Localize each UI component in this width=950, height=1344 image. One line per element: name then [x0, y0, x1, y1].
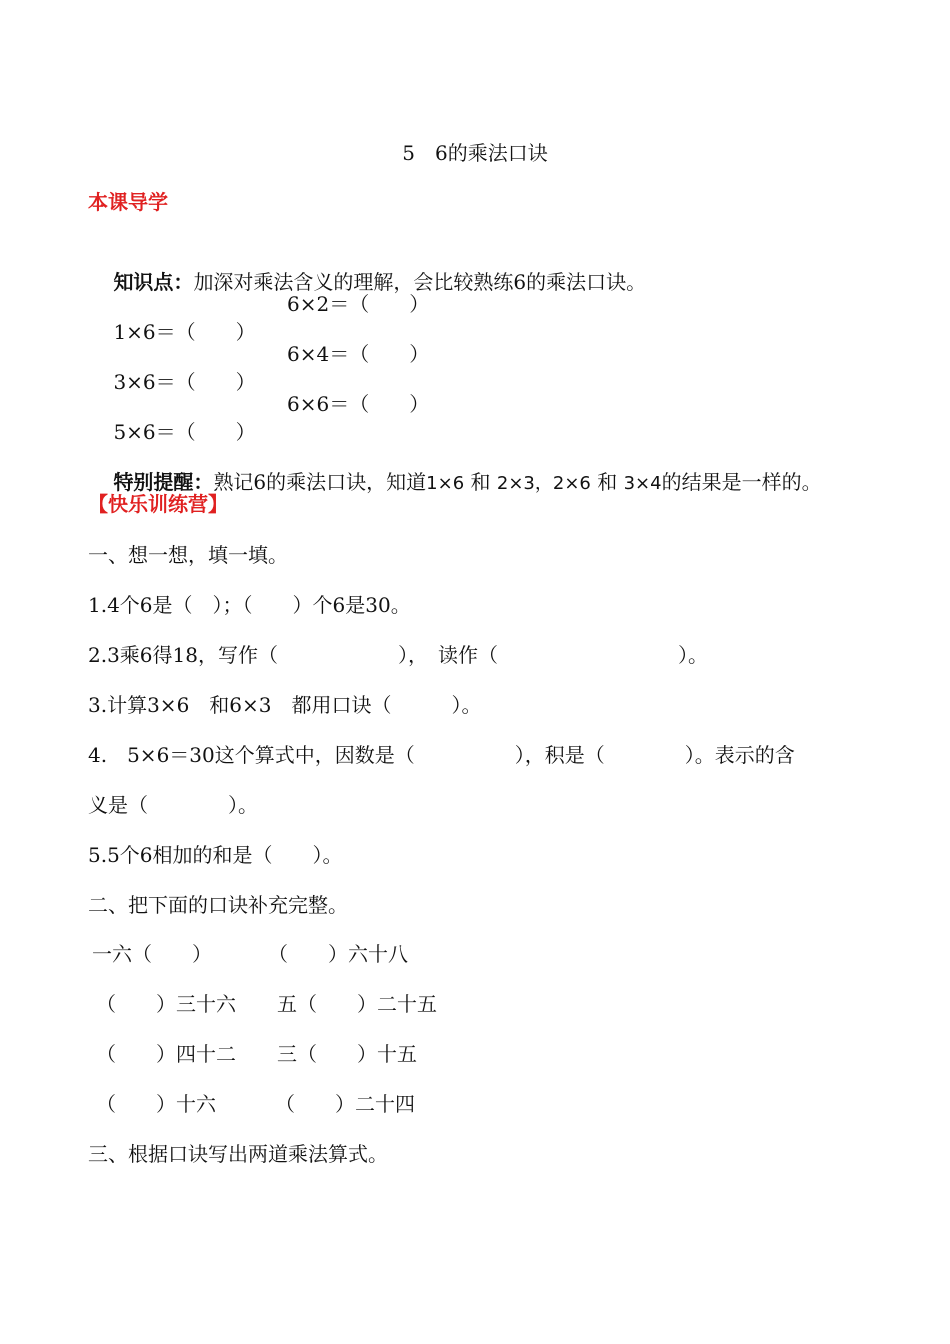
- reminder-text: 的结果是一样的。: [661, 470, 822, 494]
- section1-heading: 一、想一想，填一填。: [88, 543, 288, 567]
- page-title: 5 6的乘法口诀: [402, 141, 548, 165]
- reminder-text: 熟记6的乘法口诀，知道: [213, 470, 427, 494]
- reminder-expr: 2×3，2×6: [496, 473, 591, 494]
- rhyme-item: （ ）十六: [96, 1092, 216, 1116]
- rhyme-item: 五（ ）二十五: [277, 992, 437, 1016]
- question-2: 2.3乘6得18，写作（ ）， 读作（ ）。: [88, 643, 708, 667]
- camp-heading: 【快乐训练营】: [88, 492, 228, 516]
- exercise-item: 1×6＝（ ）: [113, 320, 256, 344]
- knowledge-label: 知识点：: [113, 270, 194, 294]
- question-4: 4. 5×6＝30这个算式中，因数是（ ），积是（ ）。表示的含: [88, 743, 795, 767]
- section3-heading: 三、根据口诀写出两道乘法算式。: [88, 1142, 388, 1166]
- reminder-expr: 3×4: [623, 473, 662, 494]
- exercise-item: 5×6＝（ ）: [113, 420, 256, 444]
- reminder-expr: 1×6: [426, 473, 465, 494]
- question-1: 1.4个6是（ ）；（ ）个6是30。: [88, 593, 411, 617]
- rhyme-item: （ ）四十二: [96, 1042, 236, 1066]
- question-3: 3.计算3×6 和6×3 都用口诀（ ）。: [88, 693, 482, 717]
- question-5: 5.5个6相加的和是（ ）。: [88, 843, 343, 867]
- reminder-text: 和: [470, 470, 497, 494]
- guide-heading: 本课导学: [88, 190, 168, 214]
- exercise-item: 6×6＝（ ）: [287, 392, 430, 416]
- rhyme-item: （ ）六十八: [268, 942, 408, 966]
- question-4-continued: 义是（ ）。: [88, 793, 258, 817]
- reminder-text: 和: [597, 470, 624, 494]
- exercise-item: 3×6＝（ ）: [113, 370, 256, 394]
- exercise-item: 6×2＝（ ）: [287, 292, 430, 316]
- rhyme-item: 一六（ ）: [92, 942, 212, 966]
- rhyme-item: （ ）三十六: [96, 992, 236, 1016]
- exercise-item: 6×4＝（ ）: [287, 342, 430, 366]
- reminder-label: 特别提醒：: [113, 470, 214, 494]
- rhyme-item: 三（ ）十五: [277, 1042, 417, 1066]
- section2-heading: 二、把下面的口诀补充完整。: [88, 893, 348, 917]
- rhyme-item: （ ）二十四: [275, 1092, 415, 1116]
- knowledge-text: 加深对乘法含义的理解，会比较熟练6的乘法口诀。: [193, 270, 647, 294]
